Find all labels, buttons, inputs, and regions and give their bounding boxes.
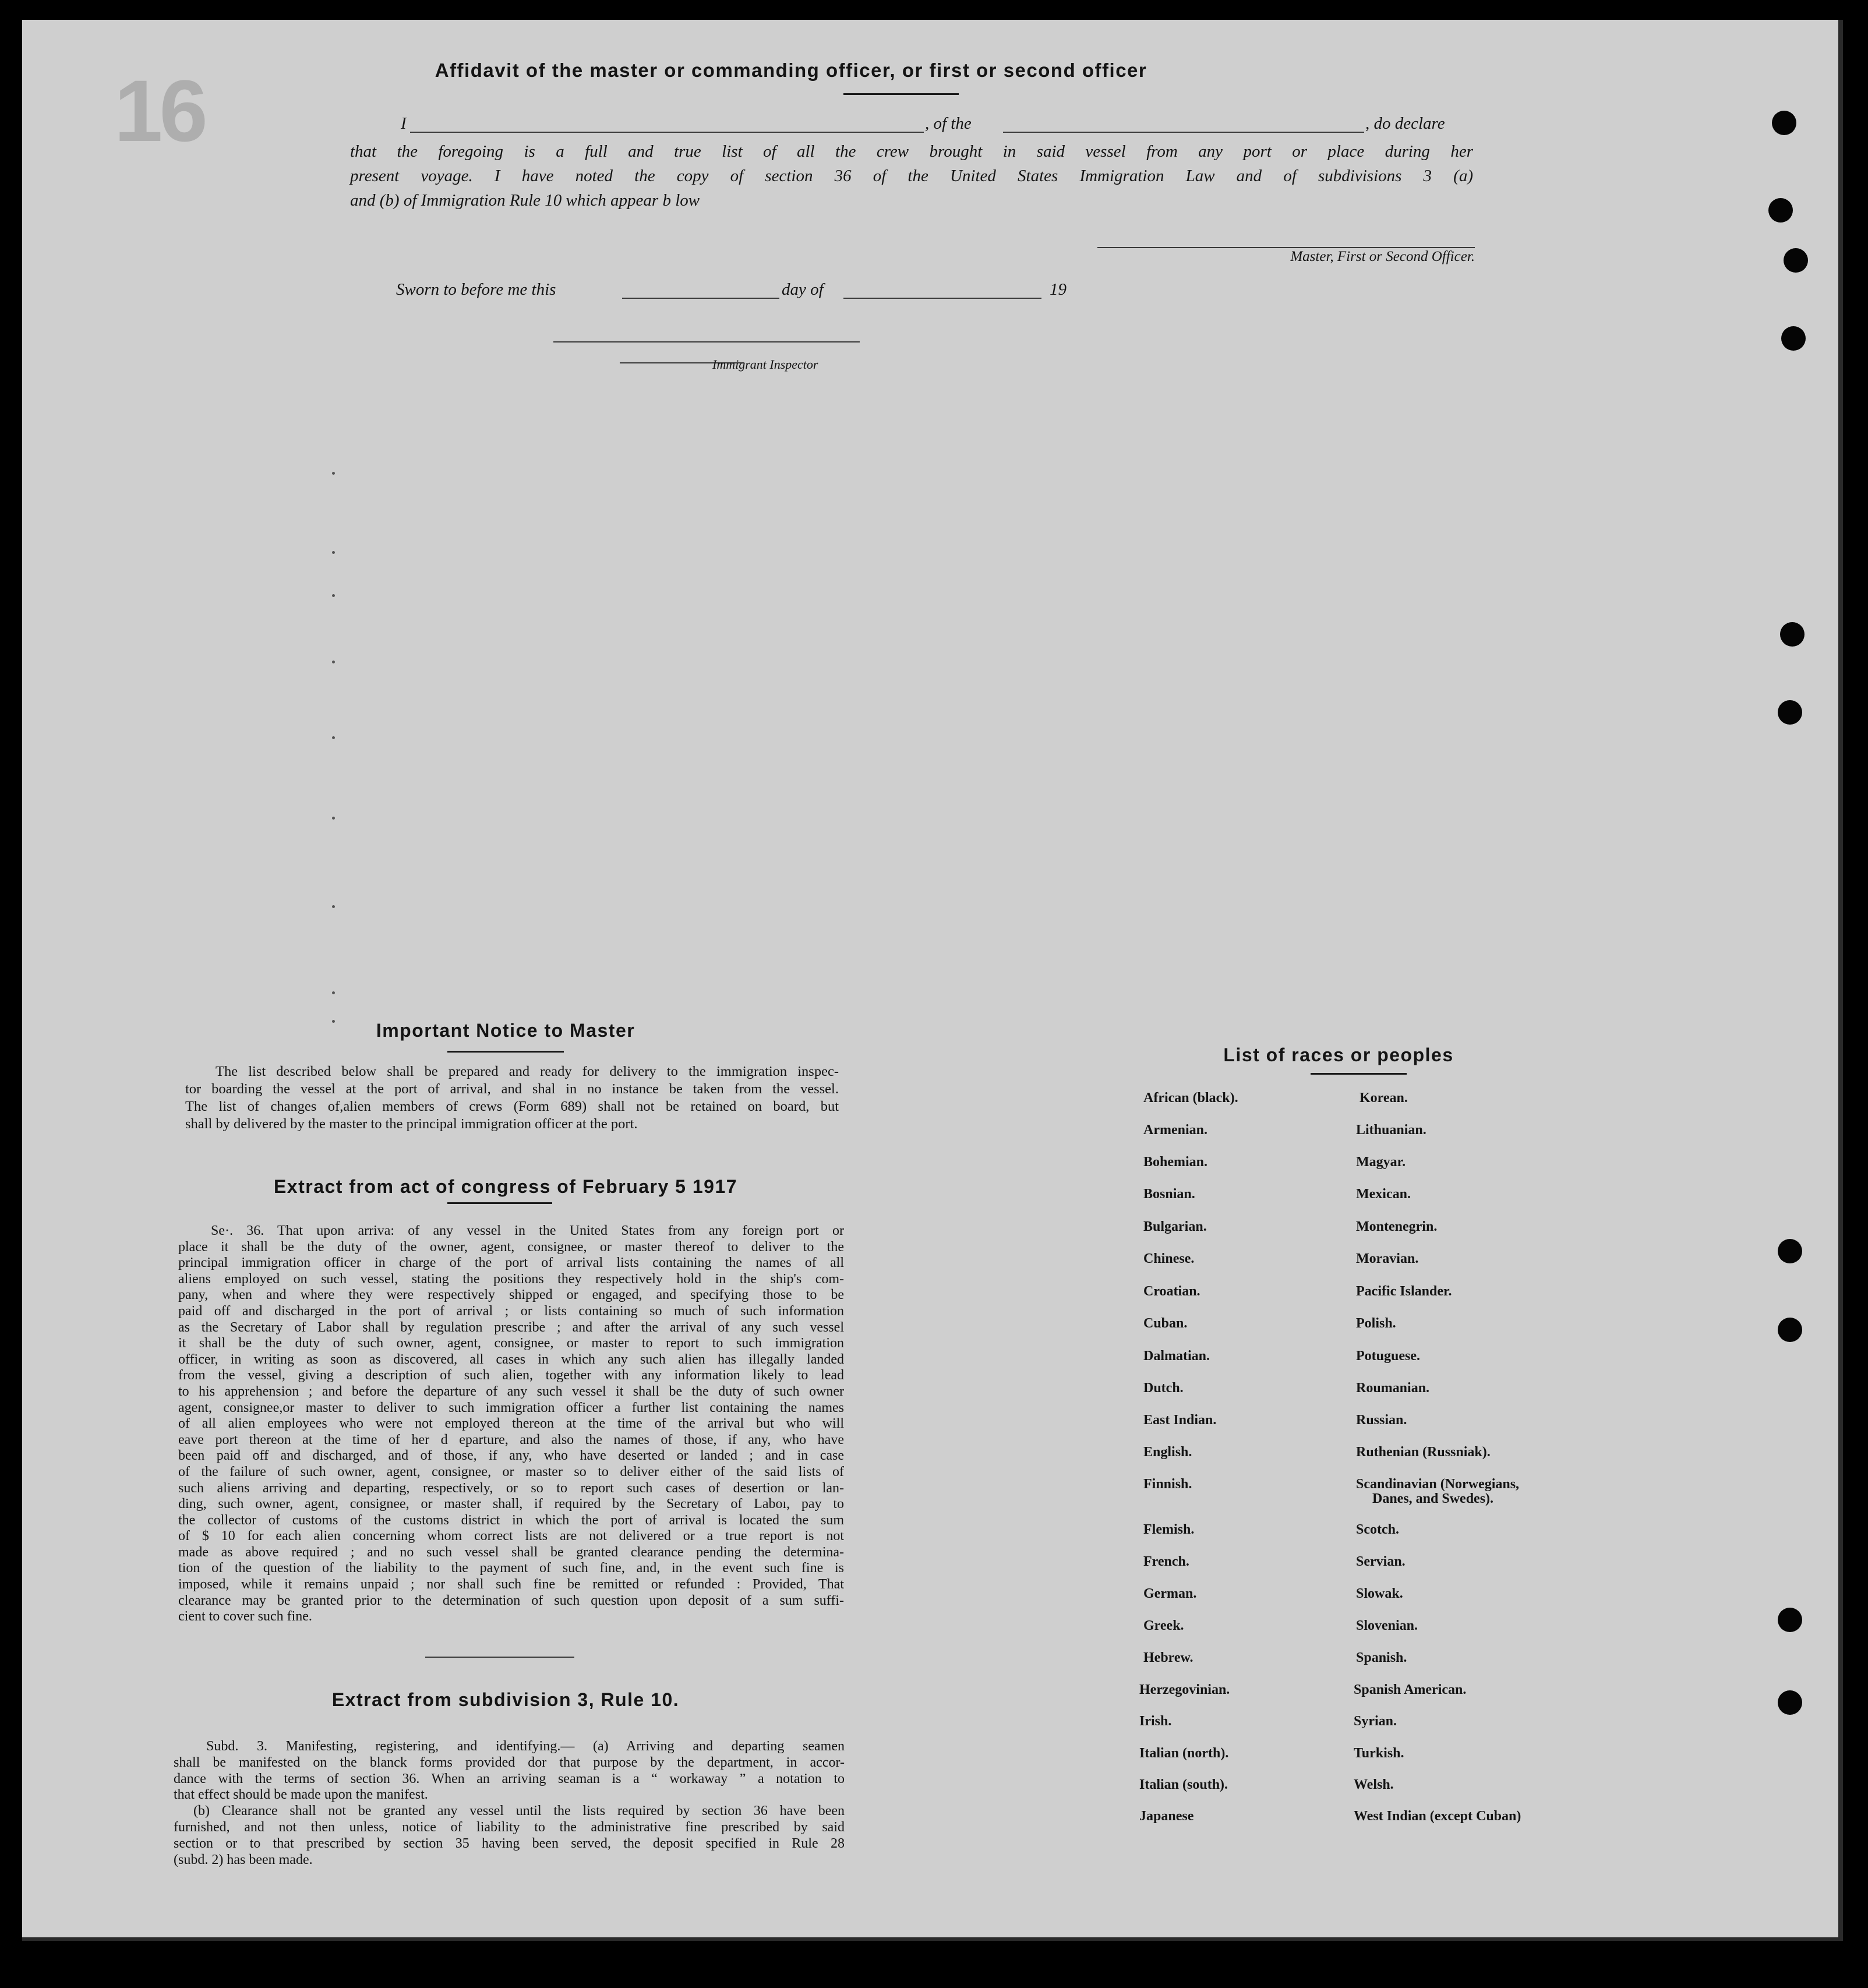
punch-hole <box>1772 111 1796 135</box>
race-item: Turkish. <box>1354 1746 1404 1761</box>
sworn-month-field[interactable] <box>843 298 1041 299</box>
act-line: aliens employed on such vessel, stating the positions they respectively hold in the ship's com- <box>178 1271 844 1287</box>
act-line: pany, when and where they were respectively shipped or engaged, and specifying those to be <box>178 1287 844 1303</box>
act-line: the collector of customs of the customs district in which the port of arrival is located the sum <box>178 1512 844 1528</box>
act-line: agent, consignee,or master to deliver to such immigration officer a further list containing the names <box>178 1400 844 1415</box>
rule-line: that effect should be made upon the manifest. <box>174 1787 428 1803</box>
margin-number: 16 <box>114 62 204 160</box>
punch-hole <box>1780 622 1805 647</box>
race-item: Finnish. <box>1143 1477 1192 1492</box>
race-item: African (black). <box>1143 1090 1238 1106</box>
notice-line: The list described below shall be prepared and ready for delivery to the immigration inspec- <box>216 1064 839 1079</box>
declarant-name-field[interactable] <box>410 132 924 133</box>
race-item: German. <box>1143 1586 1197 1601</box>
act-line: been paid off and discharged, and of those, if any, who have deserted or landed ; and in case <box>178 1448 844 1464</box>
race-item: West Indian (except Cuban) <box>1354 1809 1521 1824</box>
day-of-label: day of <box>782 280 824 299</box>
affidavit-body-line: that the foregoing is a full and true list of all the crew brought in said vessel from any port or place during her <box>350 142 1473 161</box>
margin-dot <box>332 817 335 820</box>
margin-dot <box>332 905 335 908</box>
margin-dot <box>332 594 335 597</box>
act-line: place it shall be the duty of the owner, agent, consignee, or master thereof to deliver to the <box>178 1239 844 1255</box>
race-item: Mexican. <box>1356 1187 1411 1202</box>
notice-title: Important Notice to Master <box>376 1020 635 1041</box>
rule-line: section or to that prescribed by section 35 having been served, the deposit specified in Rule 28 <box>174 1835 845 1851</box>
race-item: Spanish American. <box>1354 1682 1467 1697</box>
race-item: Bosnian. <box>1143 1187 1195 1202</box>
race-item: Servian. <box>1356 1554 1406 1569</box>
master-signature-caption: Master, First or Second Officer. <box>1290 249 1475 264</box>
act-line: it shall be the duty of such owner, agent, consignee, or master to report to such immigration <box>178 1336 844 1351</box>
race-item: Roumanian. <box>1356 1380 1430 1396</box>
do-declare-label: , do declare <box>1365 114 1445 133</box>
rule-line: shall be manifested on the blanck forms provided dor that purpose by the department, in accor- <box>174 1754 845 1770</box>
margin-dot <box>332 1020 335 1023</box>
margin-dot <box>332 551 335 554</box>
declarant-i: I <box>401 114 407 133</box>
act-line: Se·. 36. That upon arriva: of any vessel in the United States from any foreign port or <box>211 1223 844 1238</box>
rule-line: (b) Clearance shall not be granted any vessel until the lists required by section 36 have been <box>193 1803 845 1819</box>
act-line: from the vessel, giving a description of such alien, together with any information likely to lead <box>178 1368 844 1383</box>
sworn-label: Sworn to before me this <box>396 280 556 299</box>
sworn-day-field[interactable] <box>622 298 779 299</box>
race-item: Spanish. <box>1356 1650 1407 1665</box>
rule-extract-title: Extract from subdivision 3, Rule 10. <box>331 1689 680 1710</box>
race-item: Welsh. <box>1354 1777 1394 1792</box>
race-item: Croatian. <box>1143 1284 1200 1299</box>
affidavit-title-rule <box>843 93 959 95</box>
act-line: made as above required ; and no such vessel shall be granted clearance pending the determina- <box>178 1544 844 1560</box>
act-line: imposed, while it remains unpaid ; nor shall such fine be remitted or refunded : Provided, That <box>178 1577 844 1592</box>
rule-line: Subd. 3. Manifesting, registering, and identifying.— (a) Arriving and departing seamen <box>206 1739 845 1754</box>
act-line: officer, in writing as soon as discovered, all cases in which any such alien has illegally landed <box>178 1351 844 1367</box>
race-item: Italian (south). <box>1139 1777 1228 1792</box>
act-line: tion of the question of the liability to the payment of such fine, and, in the event such fine is <box>178 1560 844 1576</box>
margin-dot <box>332 472 335 475</box>
race-item: Potuguese. <box>1356 1348 1420 1364</box>
act-extract-title: Extract from act of congress of February 5 1917 <box>273 1176 738 1197</box>
affidavit-line1 <box>401 114 1472 137</box>
race-item: Slovenian. <box>1356 1618 1418 1633</box>
act-line: principal immigration officer in charge of the port of arrival lists containing the names of all <box>178 1255 844 1271</box>
act-line: paid off and discharged in the port of arrival ; or lists containing so much of such information <box>178 1303 844 1319</box>
act-extract-body <box>178 1223 844 1625</box>
notice-body <box>185 1063 839 1133</box>
race-item: Dalmatian. <box>1143 1348 1210 1364</box>
vessel-name-field[interactable] <box>1003 132 1364 133</box>
race-item: Montenegrin. <box>1356 1219 1438 1234</box>
inspector-caption: Immigrant Inspector <box>712 357 818 372</box>
punch-hole <box>1778 1318 1802 1342</box>
punch-hole <box>1778 1608 1802 1632</box>
race-item: Syrian. <box>1354 1714 1397 1729</box>
act-line: eave port thereon at the time of her d eparture, and also the names of those, if any, who have <box>178 1432 844 1447</box>
race-item: Scandinavian (Norwegians, <box>1356 1477 1520 1492</box>
race-item: Slowak. <box>1356 1586 1403 1601</box>
act-extract-end-rule <box>425 1657 574 1658</box>
affidavit-body-line: and (b) of Immigration Rule 10 which appear b low <box>350 191 700 210</box>
notice-line: shall by delivered by the master to the principal immigration officer at the port. <box>185 1116 638 1132</box>
race-item: English. <box>1143 1445 1192 1460</box>
race-item: Japanese <box>1139 1809 1194 1824</box>
race-item: Scotch. <box>1356 1522 1399 1537</box>
margin-dot <box>332 661 335 663</box>
act-line: ding, such owner, agent, consignee, or master shall, if required by the Secretary of Laboı, pay to <box>178 1496 844 1512</box>
race-item: Danes, and Swedes). <box>1372 1491 1494 1506</box>
rule-extract-body <box>174 1739 845 1868</box>
act-line: of all alien employees who were not employed thereon at the time of the arrival but who will <box>178 1416 844 1432</box>
notice-line: The list of changes of,alien members of crews (Form 689) shall not be retained on board, but <box>185 1099 839 1114</box>
act-line: clearance may be granted prior to the determination of such question upon deposit of a sum suffi- <box>178 1592 844 1608</box>
race-item: Magyar. <box>1356 1154 1406 1170</box>
affidavit-body <box>350 139 1473 213</box>
rule-line: furnished, and not then unless, notice of liability to the administrative fine prescribed by said <box>174 1819 845 1835</box>
race-item: Cuban. <box>1143 1316 1188 1331</box>
race-item: Polish. <box>1356 1316 1396 1331</box>
race-item: East Indian. <box>1143 1413 1217 1428</box>
punch-hole <box>1768 198 1793 223</box>
act-line: of $ 10 for each alien concerning whom correct lists are not delivered or a true report is not <box>178 1528 844 1544</box>
rule-line: (subd. 2) has been made. <box>174 1852 313 1867</box>
race-item: Bohemian. <box>1143 1154 1208 1170</box>
act-line: such aliens arriving and departing, respectively, or so to report such cases of desertion or lan- <box>178 1480 844 1496</box>
race-item: Dutch. <box>1143 1380 1184 1396</box>
notice-title-rule <box>447 1051 564 1053</box>
page-edge <box>22 20 1843 1941</box>
race-item: Greek. <box>1143 1618 1184 1633</box>
race-item: Chinese. <box>1143 1251 1195 1266</box>
margin-dot <box>332 991 335 994</box>
of-the-label: , of the <box>925 114 972 133</box>
rule-line: dance with the terms of section 36. When an arriving seaman is a “ workaway ” a notation to <box>174 1771 845 1786</box>
document-page <box>22 20 1843 1941</box>
act-line: to his apprehension ; and before the departure of any such vessel it shall be the duty of such owner <box>178 1383 844 1399</box>
race-item: Pacific Islander. <box>1356 1284 1452 1299</box>
race-item: Hebrew. <box>1143 1650 1193 1665</box>
race-item: Herzegovinian. <box>1139 1682 1230 1697</box>
punch-hole <box>1781 326 1806 351</box>
race-item: Italian (north). <box>1139 1746 1229 1761</box>
act-line: of the failure of such owner, agent, consignee, or master so to deliver either of the said lists of <box>178 1464 844 1479</box>
affidavit-body-line: present voyage. I have noted the copy of section 36 of the United States Immigration Law and of subdivisions 3 (a) <box>350 167 1473 185</box>
year-prefix: 19 <box>1050 280 1067 299</box>
race-item: Irish. <box>1139 1714 1172 1729</box>
act-line: as the Secretary of Labor shall by regulation prescribe ; and after the arrival of any such vessel <box>178 1319 844 1335</box>
race-item: Korean. <box>1359 1090 1408 1106</box>
race-item: Moravian. <box>1356 1251 1419 1266</box>
race-item: Flemish. <box>1143 1522 1195 1537</box>
master-signature-line[interactable] <box>1097 247 1475 248</box>
race-item: Russian. <box>1356 1413 1407 1428</box>
affidavit-title: Affidavit of the master or commanding officer, or first or second officer <box>435 59 1147 81</box>
race-item: Bulgarian. <box>1143 1219 1207 1234</box>
notice-line: tor boarding the vessel at the port of arrival, and shal in no instance be taken from the vessel. <box>185 1081 839 1097</box>
race-item: Ruthenian (Russniak). <box>1356 1445 1491 1460</box>
punch-hole <box>1784 248 1808 273</box>
inspector-signature-line[interactable] <box>553 341 860 342</box>
act-line: cient to cover such fine. <box>178 1609 312 1625</box>
punch-hole <box>1778 1239 1802 1263</box>
race-item: French. <box>1143 1554 1189 1569</box>
margin-dot <box>332 736 335 739</box>
races-title: List of races or peoples <box>1223 1044 1454 1065</box>
race-item: Armenian. <box>1143 1122 1207 1138</box>
act-extract-title-rule <box>447 1202 552 1204</box>
sworn-line <box>396 280 1095 303</box>
race-item: Lithuanian. <box>1356 1122 1426 1138</box>
races-title-rule <box>1311 1073 1407 1075</box>
punch-hole <box>1778 1690 1802 1715</box>
punch-hole <box>1778 700 1802 725</box>
